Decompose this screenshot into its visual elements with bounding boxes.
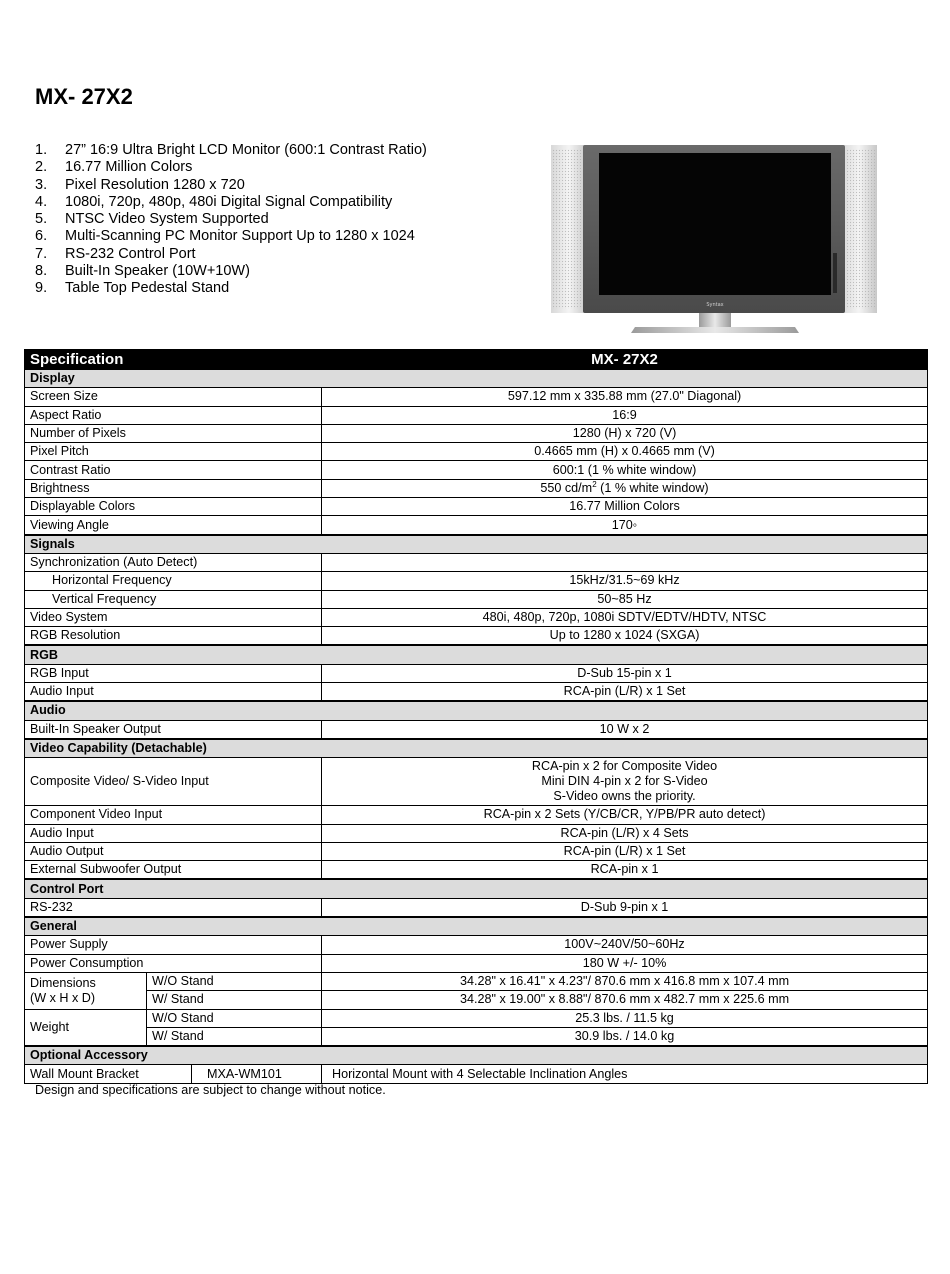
section-title: Audio	[25, 701, 928, 720]
section-row	[25, 535, 928, 554]
spec-label: Contrast Ratio	[25, 461, 322, 479]
spec-label: Displayable Colors	[25, 498, 322, 516]
list-text: Pixel Resolution 1280 x 720	[65, 176, 245, 193]
spec-label: Audio Input	[25, 683, 322, 702]
table-row	[25, 842, 928, 860]
spec-label: Audio Output	[25, 842, 322, 860]
table-row	[25, 424, 928, 442]
section-row	[25, 917, 928, 936]
spec-value: 180 W +/- 10%	[322, 954, 928, 972]
spec-label: Power Supply	[25, 936, 322, 954]
list-item	[35, 177, 427, 194]
table-row	[25, 824, 928, 842]
section-row	[25, 1046, 928, 1065]
table-row	[25, 664, 928, 682]
table-row	[25, 991, 928, 1009]
section-title: Control Port	[25, 879, 928, 898]
page-title: MX- 27X2	[35, 84, 133, 109]
lcd-monitor-image	[549, 143, 879, 339]
section-row	[25, 645, 928, 664]
spec-value: 597.12 mm x 335.88 mm (27.0" Diagonal)	[322, 388, 928, 406]
spec-label: RS-232	[25, 898, 322, 917]
spec-value-line: S-Video owns the priority.	[553, 789, 696, 804]
list-number: 4.	[35, 193, 48, 210]
spec-header-model: MX- 27X2	[322, 350, 928, 370]
spec-value: Up to 1280 x 1024 (SXGA)	[322, 627, 928, 646]
spec-value: 170◦	[322, 516, 928, 535]
section-row	[25, 879, 928, 898]
spec-sublabel: W/O Stand	[147, 1009, 322, 1027]
accessory-model: MXA-WM101	[192, 1065, 322, 1083]
spec-label: Horizontal Frequency	[25, 572, 322, 590]
list-item	[35, 142, 427, 159]
spec-label: Video System	[25, 608, 322, 626]
table-row	[25, 954, 928, 972]
spec-value	[322, 758, 928, 806]
spec-value: 10 W x 2	[322, 720, 928, 739]
spec-value: D-Sub 9-pin x 1	[322, 898, 928, 917]
list-number: 7.	[35, 245, 48, 262]
table-row	[25, 720, 928, 739]
spec-label: Power Consumption	[25, 954, 322, 972]
table-row	[25, 572, 928, 590]
accessory-description: Horizontal Mount with 4 Selectable Inclination Angles	[322, 1065, 928, 1083]
spec-value: 50~85 Hz	[322, 590, 928, 608]
spec-label: Number of Pixels	[25, 424, 322, 442]
list-text: RS-232 Control Port	[65, 245, 196, 262]
table-row	[25, 516, 928, 535]
table-row	[25, 1027, 928, 1046]
spec-value-line: Mini DIN 4-pin x 2 for S-Video	[541, 774, 708, 789]
section-title: Video Capability (Detachable)	[25, 739, 928, 758]
monitor-screen	[599, 153, 831, 295]
list-item	[35, 211, 427, 228]
table-row	[25, 406, 928, 424]
brightness-note: (1 % white window)	[596, 480, 709, 495]
section-title: General	[25, 917, 928, 936]
section-title: Signals	[25, 535, 928, 554]
spec-value: RCA-pin (L/R) x 1 Set	[322, 842, 928, 860]
table-row	[25, 806, 928, 824]
table-row	[25, 1009, 928, 1027]
spec-sublabel: W/ Stand	[147, 1027, 322, 1046]
spec-value-line: RCA-pin x 2 for Composite Video	[531, 759, 718, 774]
spec-header-label: Specification	[25, 350, 322, 370]
spec-label: Aspect Ratio	[25, 406, 322, 424]
spec-label: Pixel Pitch	[25, 443, 322, 461]
table-row	[25, 608, 928, 626]
brand-logo: Syntax	[706, 302, 724, 308]
table-row	[25, 461, 928, 479]
spec-label: RGB Resolution	[25, 627, 322, 646]
table-row	[25, 590, 928, 608]
list-text: 16.77 Million Colors	[65, 159, 193, 176]
spec-label: Synchronization (Auto Detect)	[25, 553, 322, 571]
list-item	[35, 280, 427, 297]
table-row	[25, 683, 928, 702]
table-row	[25, 479, 928, 497]
spec-value: 25.3 lbs. / 11.5 kg	[322, 1009, 928, 1027]
spec-label: Built-In Speaker Output	[25, 720, 322, 739]
spec-value: 100V~240V/50~60Hz	[322, 936, 928, 954]
spec-value: 16.77 Million Colors	[322, 498, 928, 516]
spec-value	[322, 553, 928, 571]
table-row	[25, 758, 928, 806]
dimensions-label-line: (W x H x D)	[30, 990, 96, 1005]
spec-value: RCA-pin x 1	[322, 861, 928, 880]
list-text: 27” 16:9 Ultra Bright LCD Monitor (600:1 Contrast Ratio)	[65, 142, 427, 158]
spec-sublabel: W/ Stand	[147, 991, 322, 1009]
spec-value: 30.9 lbs. / 14.0 kg	[322, 1027, 928, 1046]
table-row	[25, 972, 928, 990]
table-row	[25, 936, 928, 954]
section-row	[25, 739, 928, 758]
spec-value: D-Sub 15-pin x 1	[322, 664, 928, 682]
table-row	[25, 898, 928, 917]
list-item	[35, 263, 427, 280]
spec-value: 34.28" x 16.41" x 4.23"/ 870.6 mm x 416.8 mm x 107.4 mm	[322, 972, 928, 990]
brightness-value: 550 cd/m	[540, 480, 593, 495]
list-number: 9.	[35, 280, 48, 297]
list-item	[35, 159, 427, 176]
list-text: Multi-Scanning PC Monitor Support Up to 1280 x 1024	[65, 228, 415, 245]
spec-value: 15kHz/31.5~69 kHz	[322, 572, 928, 590]
table-row	[25, 498, 928, 516]
list-number: 2.	[35, 159, 48, 176]
list-item	[35, 194, 427, 211]
spec-value: RCA-pin x 2 Sets (Y/CB/CR, Y/PB/PR auto detect)	[322, 806, 928, 824]
weight-label: Weight	[25, 1009, 147, 1046]
table-row	[25, 443, 928, 461]
spec-label: External Subwoofer Output	[25, 861, 322, 880]
feature-list	[35, 142, 427, 298]
spec-sublabel: W/O Stand	[147, 972, 322, 990]
superscript: 2	[592, 479, 597, 489]
section-title: RGB	[25, 645, 928, 664]
spec-value: RCA-pin (L/R) x 1 Set	[322, 683, 928, 702]
spec-value: 1280 (H) x 720 (V)	[322, 424, 928, 442]
list-number: 6.	[35, 228, 48, 245]
list-number: 8.	[35, 263, 48, 280]
section-title: Display	[25, 369, 928, 388]
table-row	[25, 1065, 928, 1083]
stand-base	[631, 327, 799, 333]
table-row	[25, 861, 928, 880]
list-text: NTSC Video System Supported	[65, 211, 269, 228]
spec-label: Composite Video/ S-Video Input	[25, 758, 322, 806]
accessory-label: Wall Mount Bracket	[25, 1065, 192, 1083]
spec-value: 34.28" x 19.00" x 8.88"/ 870.6 mm x 482.7 mm x 225.6 mm	[322, 991, 928, 1009]
dimensions-label	[25, 972, 147, 1009]
list-text: Table Top Pedestal Stand	[65, 280, 230, 297]
list-number: 5.	[35, 211, 48, 228]
list-text: 1080i, 720p, 480p, 480i Digital Signal Compatibility	[65, 193, 393, 210]
spec-label: Vertical Frequency	[25, 590, 322, 608]
spec-table	[24, 349, 928, 1084]
spec-label: Component Video Input	[25, 806, 322, 824]
spec-label: RGB Input	[25, 664, 322, 682]
section-row	[25, 369, 928, 388]
spec-value: 600:1 (1 % white window)	[322, 461, 928, 479]
list-item	[35, 228, 427, 245]
stand-neck	[699, 313, 731, 327]
table-row	[25, 388, 928, 406]
spec-label: Viewing Angle	[25, 516, 322, 535]
list-item	[35, 246, 427, 263]
disclaimer-note: Design and specifications are subject to change without notice.	[35, 1083, 386, 1097]
list-text: Built-In Speaker (10W+10W)	[65, 263, 250, 280]
list-number: 3.	[35, 176, 48, 193]
spec-label: Audio Input	[25, 824, 322, 842]
spec-value	[322, 479, 928, 497]
dimensions-label-line: Dimensions	[30, 975, 96, 990]
spec-value: 480i, 480p, 720p, 1080i SDTV/EDTV/HDTV, NTSC	[322, 608, 928, 626]
spec-header-row	[25, 350, 928, 370]
spec-value: 16:9	[322, 406, 928, 424]
section-row	[25, 701, 928, 720]
table-row	[25, 627, 928, 646]
spec-value: 0.4665 mm (H) x 0.4665 mm (V)	[322, 443, 928, 461]
list-number: 1.	[35, 142, 48, 158]
spec-label: Brightness	[25, 479, 322, 497]
section-title: Optional Accessory	[25, 1046, 928, 1065]
spec-value: RCA-pin (L/R) x 4 Sets	[322, 824, 928, 842]
spec-label: Screen Size	[25, 388, 322, 406]
table-row	[25, 553, 928, 571]
